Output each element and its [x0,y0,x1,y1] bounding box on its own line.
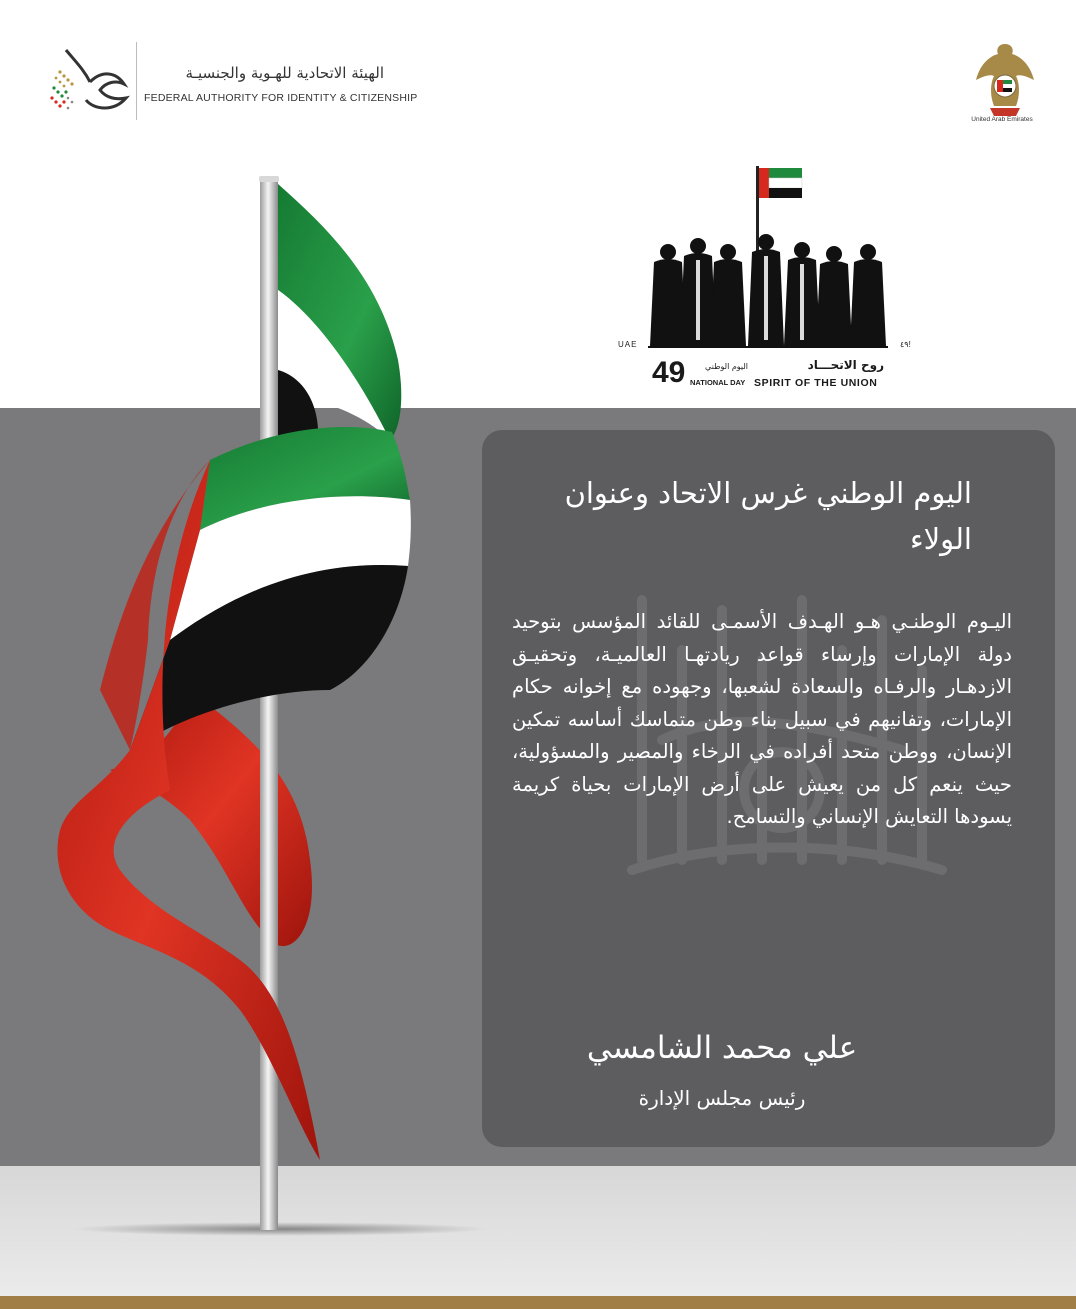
federal-authority-logo [40,38,418,128]
message-card [482,430,1055,1147]
emblem-caption: United Arab Emirates [971,116,1033,123]
authority-name-arabic: الهيئة الاتحادية للهـوية والجنسيـة [185,64,384,82]
nd-slogan-arabic: روح الاتحـــاد [807,358,884,372]
uae-flag-illustration [0,170,440,1240]
nd-label-arabic: اليوم الوطني [705,362,748,371]
gold-bottom-strip [0,1296,1076,1309]
authority-name-english: FEDERAL AUTHORITY FOR IDENTITY & CITIZENSHIP [144,92,418,104]
signatory-name: علي محمد الشامسي [586,1030,858,1066]
signatory-title: رئيس مجلس الإدارة [638,1086,806,1110]
falcon-logo-icon [46,42,132,120]
nd-number: 49 [652,356,686,389]
nd-side-symbol: ٤٩! [900,340,911,349]
nd-country-code: UAE [618,340,638,349]
nd-slogan-english: SPIRIT OF THE UNION [754,377,878,389]
nd-label-english: NATIONAL DAY [690,378,746,387]
logo-divider [136,42,137,120]
message-body: اليـوم الوطنـي هـو الهـدف الأسمـى للقائد المؤسس بتوحيد دولة الإمارات وإرساء قواعد ريادتهـا العالميـة، وتحقيـق الازدهـار والرفـاه والسعادة لشعبها، وجهوده مع إخوانه حكام الإمارات، وتفانيهم في سبيل بناء وطن متماسك أساسه تمكين الإنسان، ووطن متحد أفراده في الرخاء والمصير والمسؤولية، حيث ينعم كل من يعيش على أرض الإمارات بحياة كريمة يسودها التعايش الإنساني والتسامح. [512,610,1012,828]
message-title: اليوم الوطني غرس الاتحاد وعنوان الولاء [564,476,972,556]
